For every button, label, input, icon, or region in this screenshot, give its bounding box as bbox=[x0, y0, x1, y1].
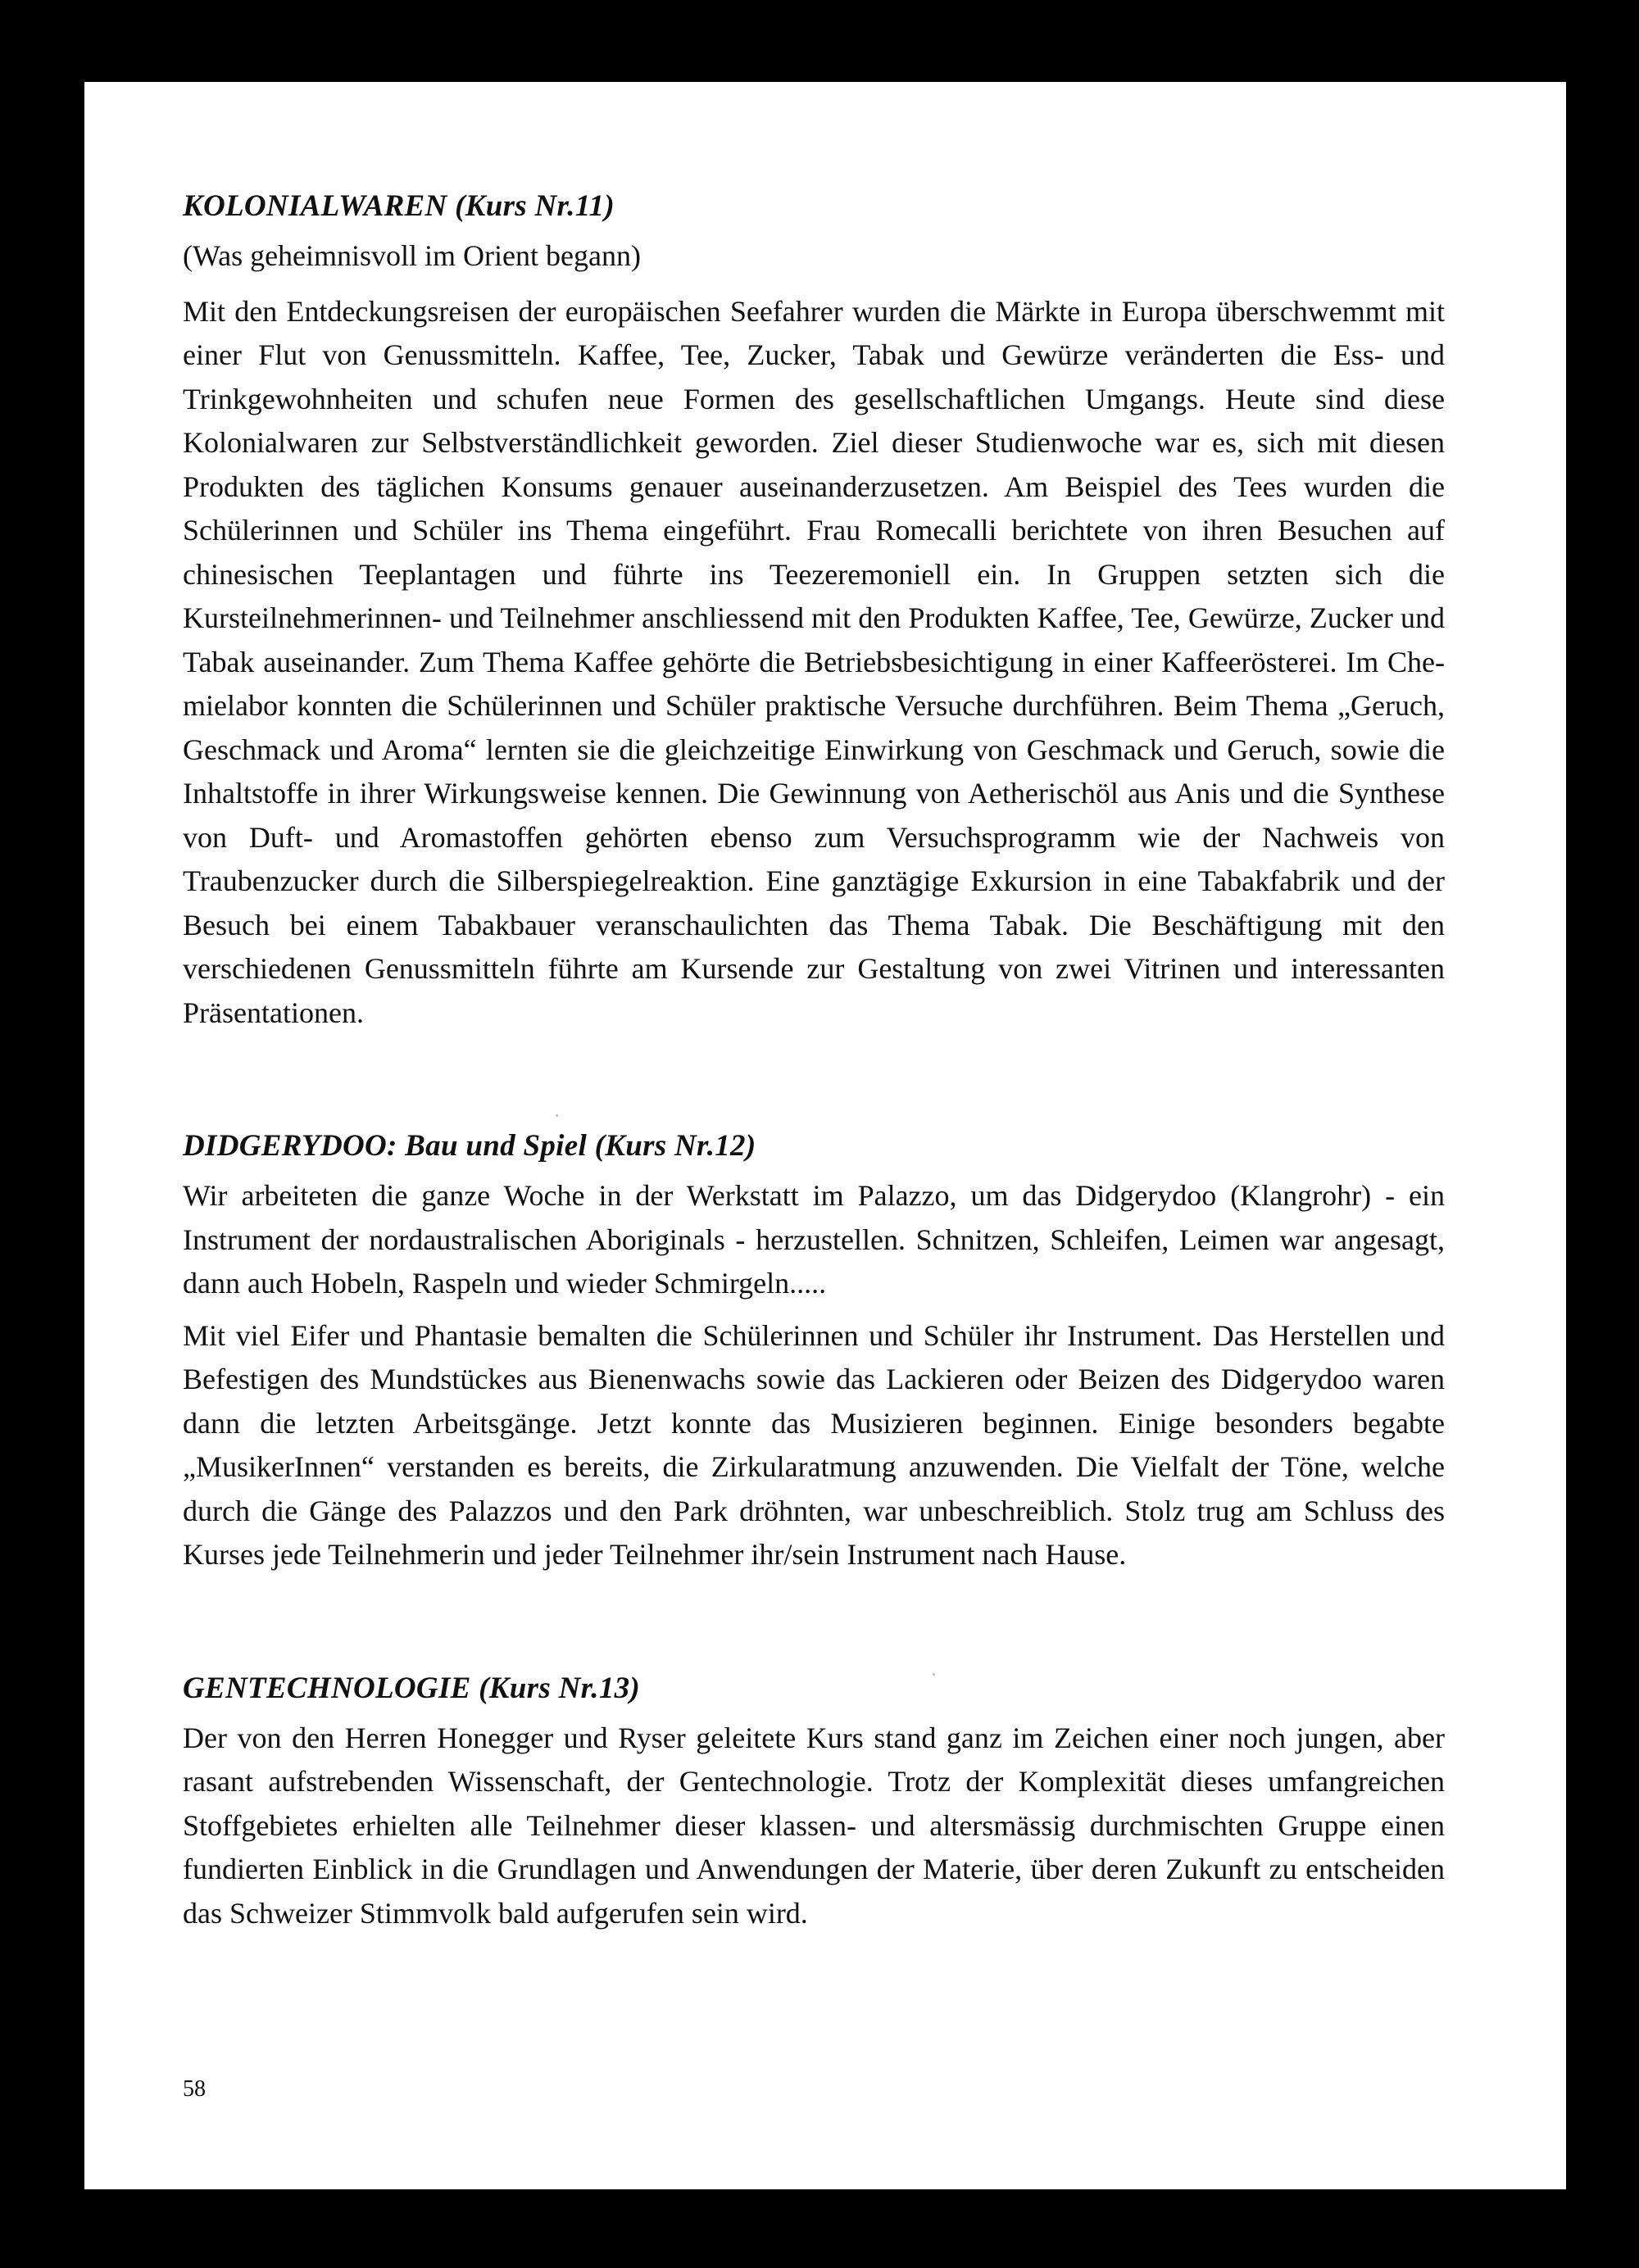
section-didgerydoo bbox=[183, 1125, 1445, 1577]
page-number: 58 bbox=[183, 2076, 206, 2102]
paragraph: Wir arbeiteten die ganze Woche in der Werkstatt im Palazzo, um das Didgerydoo (Klangrohr) - ein Instrument der nordaustralischen Aboriginals - herzustellen. Schnitzen, Schleifen, Leimen war angesagt, dann auch Hobeln, Raspeln und wieder Schmirgeln..... bbox=[183, 1179, 1445, 1300]
section-gentechnologie bbox=[183, 1667, 1445, 1936]
paragraph: Mit den Entdeckungsreisen der europäischen Seefahrer wurden die Märkte in Europa überschwemmt mit einer Flut von Genussmitteln. Kaffee, Tee, Zucker, Tabak und Gewürze veränderten die Ess- und Trinkgewohnheiten und schufen neue Formen des gesellschaftlichen Umgangs. Heute sind diese Kolonialwaren zur Selbstverständlichkeit geworden. Ziel dieser Studienwoche war es, sich mit diesen Produkten des täglichen Konsums genauer auseinanderzusetzen. Am Beispiel des Tees wurden die Schülerinnen und Schüler ins Thema eingeführt. Frau Romecalli berichtete von ihren Besuchen auf chinesischen Teeplantagen und führte ins Teezeremoniell ein. In Gruppen setzten sich die Kursteilnehmerinnen- und Teilnehmer anschliessend mit den Produkten Kaffee, Tee, Gewürze, Zucker und Tabak auseinander. Zum Thema Kaffee gehörte die Betriebsbesichtigung in einer Kaffeerösterei. Im Chemielabor konnten die Schülerinnen und Schüler praktische Versuche durchführen. Beim Thema „Geruch, Geschmack und Aroma“ lernten sie die gleichzeitige Einwirkung von Geschmack und Geruch, sowie die Inhaltstoffe in ihrer Wirkungsweise kennen. Die Gewinnung von Aetherischöl aus Anis und die Synthese von Duft- und Aromastoffen gehörten ebenso zum Versuchsprogramm wie der Nachweis von Traubenzucker durch die Silberspiegelreaktion. Eine ganztägige Exkursion in eine Tabakfabrik und der Besuch bei einem Tabakbauer veranschaulichten das Thema Tabak. Die Beschäftigung mit den verschiedenen Genussmitteln führte am Kursende zur Gestaltung von zwei Vitrinen und interessanten Präsentationen. bbox=[183, 294, 1445, 1029]
page-content bbox=[183, 185, 1445, 1944]
paragraph: Der von den Herren Honegger und Ryser geleitete Kurs stand ganz im Zeichen einer noch jungen, aber rasant aufstrebenden Wissenschaft, der Gentechnologie. Trotz der Komplexität dieses umfangreichen Stoffgebietes erhielten alle Teilnehmer dieser klassen- und altersmässig durchmischten Gruppe einen fundierten Einblick in die Grundlagen und Anwendungen der Materie, über deren Zukunft zu entscheiden das Schweizer Stimmvolk bald aufgerufen sein wird. bbox=[183, 1721, 1445, 1930]
scan-speck bbox=[933, 1673, 935, 1676]
paragraph: Mit viel Eifer und Phantasie bemalten die Schülerinnen und Schüler ihr Instrument. Das Herstellen und Befestigen des Mundstückes aus Bienenwachs sowie das Lackieren oder Beizen des Didgerydoo waren dann die letzten Arbeitsgänge. Jetzt konnte das Musizieren beginnen. Einige besonders begabte „MusikerInnen“ verstanden es bereits, die Zirkularatmung anzuwenden. Die Vielfalt der Töne, welche durch die Gänge des Palazzos und den Park dröhnten, war unbeschreiblich. Stolz trug am Schluss des Kurses jede Teilnehmerin und jeder Teilnehmer ihr/sein Instrument nach Hause. bbox=[183, 1318, 1445, 1571]
document-page bbox=[84, 82, 1566, 2189]
scan-speck bbox=[556, 1114, 558, 1117]
section-title: DIDGERYDOO: Bau und Spiel (Kurs Nr.12) bbox=[183, 1129, 756, 1163]
section-title: KOLONIALWAREN (Kurs Nr.11) bbox=[183, 189, 615, 223]
section-subtitle: (Was geheimnisvoll im Orient begann) bbox=[183, 239, 641, 272]
section-title: GENTECHNOLOGIE (Kurs Nr.13) bbox=[183, 1671, 641, 1705]
section-kolonialwaren bbox=[183, 185, 1445, 1035]
